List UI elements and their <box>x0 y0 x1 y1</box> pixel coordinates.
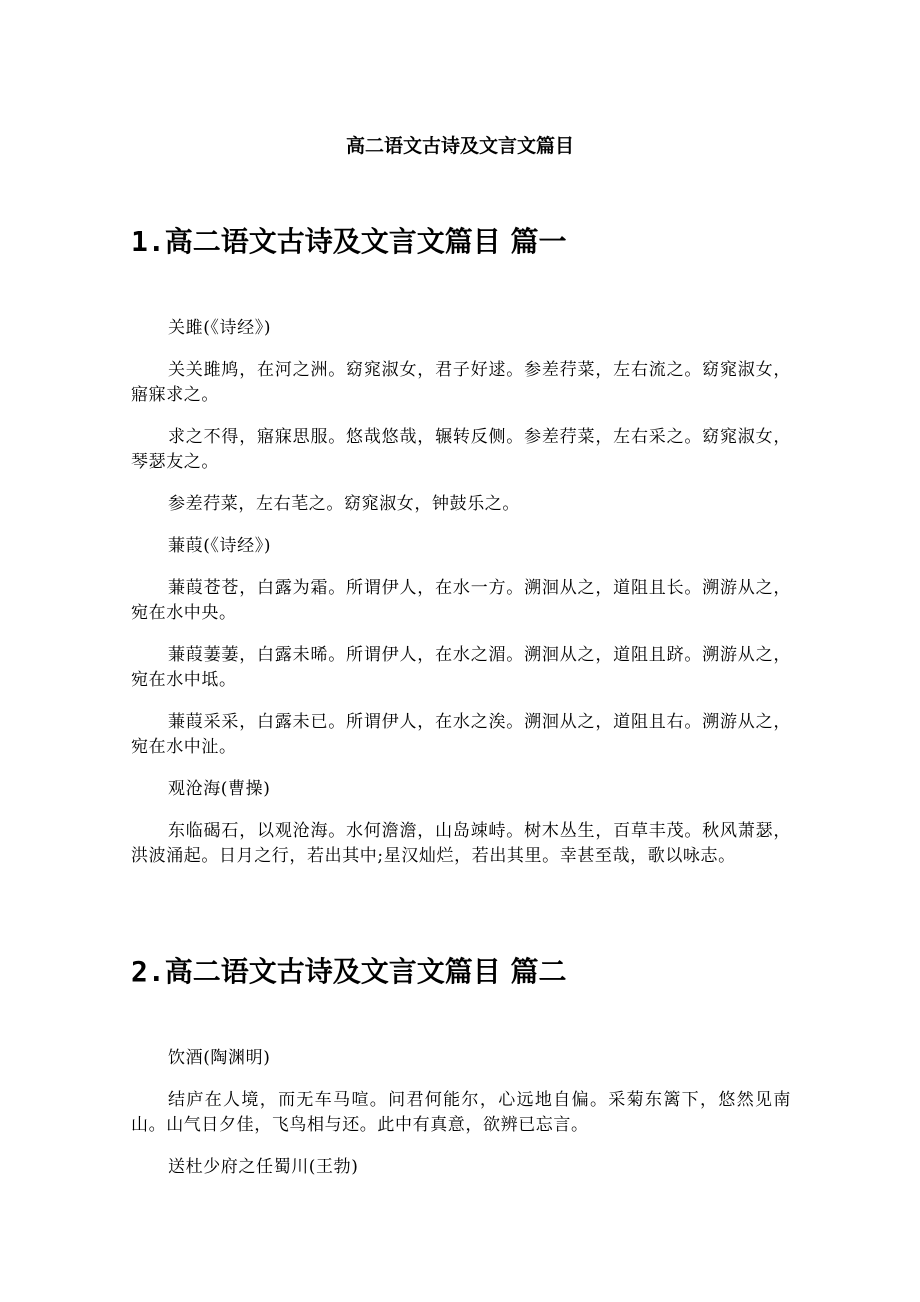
section-number: 1. <box>131 225 165 258</box>
poem-title-jianjia: 蒹葭(《诗经》) <box>168 536 272 556</box>
poem-title-guanju: 关雎(《诗经》) <box>168 318 272 338</box>
paragraph: 参差荇菜，左右芼之。窈窕淑女，钟鼓乐之。 <box>168 494 520 514</box>
section-1 <box>131 224 791 866</box>
document-title: 高二语文古诗及文言文篇目 <box>345 135 574 157</box>
section-heading <box>131 954 791 990</box>
section-number: 2. <box>131 955 165 988</box>
poem-title-guancanghai: 观沧海(曹操) <box>168 779 271 799</box>
section-heading-text: 高二语文古诗及文言文篇目 篇二 <box>164 955 567 988</box>
paragraph: 蒹葭萋萋，白露未晞。所谓伊人，在水之湄。溯洄从之，道阻且跻。溯游从之，宛在水中坻。 <box>131 645 791 690</box>
paragraph: 关关雎鸠，在河之洲。窈窕淑女，君子好逑。参差荇菜，左右流之。窈窕淑女，寤寐求之。 <box>131 360 791 405</box>
section-heading <box>131 224 791 260</box>
paragraph: 东临碣石，以观沧海。水何澹澹，山岛竦峙。树木丛生，百草丰茂。秋风萧瑟，洪波涌起。日月之行，若出其中;星汉灿烂，若出其里。幸甚至哉，歌以咏志。 <box>131 821 791 866</box>
paragraph: 求之不得，寤寐思服。悠哉悠哉，辗转反侧。参差荇菜，左右采之。窈窕淑女，琴瑟友之。 <box>131 427 791 472</box>
poem-title-songdushaofu: 送杜少府之任蜀川(王勃) <box>168 1157 359 1177</box>
poem-title-yinjiu: 饮酒(陶渊明) <box>168 1048 271 1068</box>
section-2 <box>131 954 791 1177</box>
paragraph: 蒹葭采采，白露未已。所谓伊人，在水之涘。溯洄从之，道阻且右。溯游从之，宛在水中沚。 <box>131 712 791 757</box>
section-heading-text: 高二语文古诗及文言文篇目 篇一 <box>164 225 567 258</box>
paragraph: 结庐在人境，而无车马喧。问君何能尔，心远地自偏。采菊东篱下，悠然见南山。山气日夕佳，飞鸟相与还。此中有真意，欲辨已忘言。 <box>131 1090 791 1135</box>
paragraph: 蒹葭苍苍，白露为霜。所谓伊人，在水一方。溯洄从之，道阻且长。溯游从之，宛在水中央。 <box>131 578 791 623</box>
section-body <box>131 1046 791 1197</box>
section-body <box>131 316 791 886</box>
